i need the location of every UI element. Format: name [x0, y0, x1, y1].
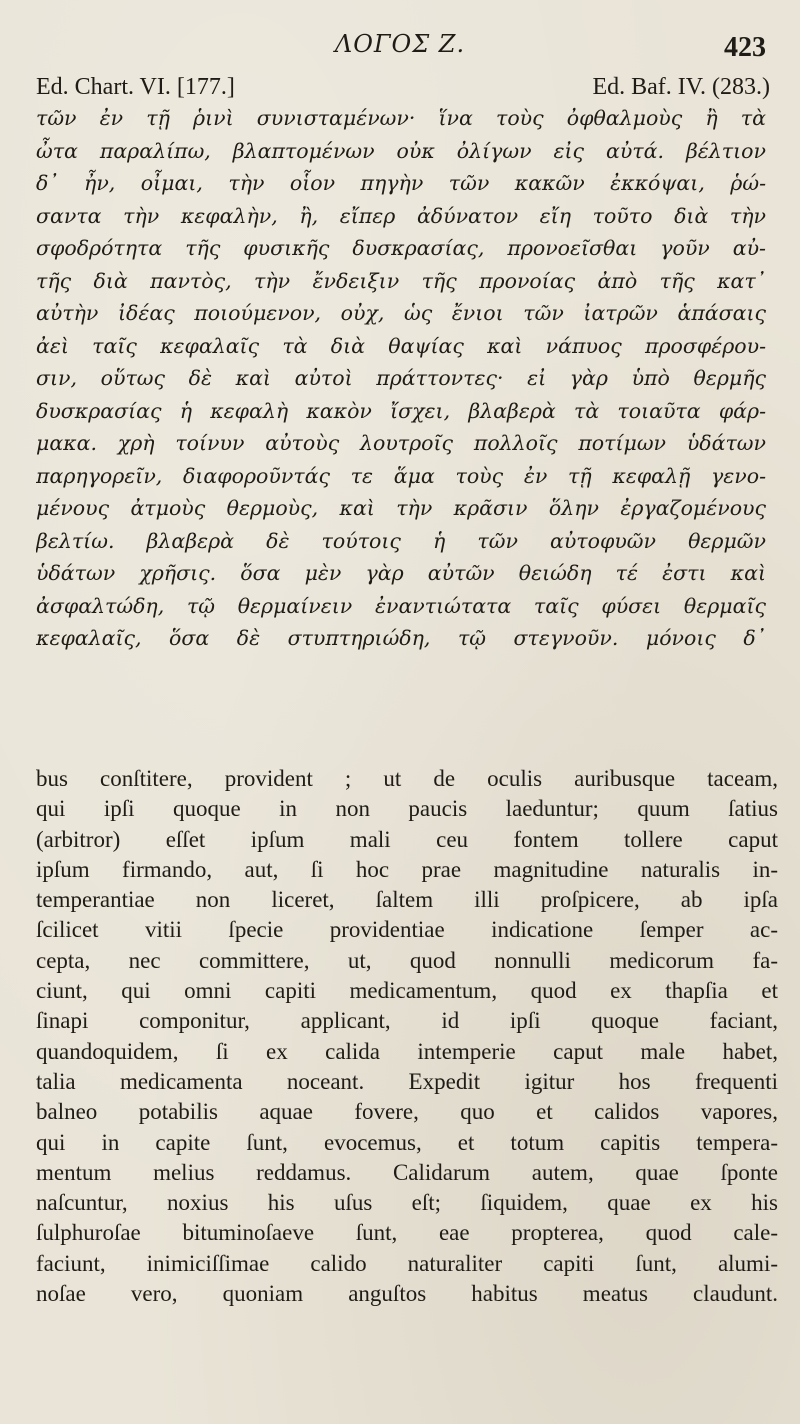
edition-basel-reference: Ed. Baf. IV. (283.)	[592, 74, 770, 100]
latin-line: temperantiae non liceret, ſaltem illi proſpicere, ab ipſa	[36, 887, 778, 913]
greek-line: τῶν ἐν τῇ ῥινὶ συνισταμένων· ἵνα τοὺς ὀφθαλμοὺς ἢ τὰ	[36, 106, 766, 130]
latin-line: ipſum firmando, aut, ſi hoc prae magnitudine naturalis in-	[36, 856, 778, 882]
greek-line: δ᾽ ἦν, οἶμαι, τὴν οἷον πηγὴν τῶν κακῶν ἐκκόψαι, ῥώ-	[36, 171, 766, 195]
latin-line: ſinapi componitur, applicant, id ipſi quoque faciant,	[36, 1008, 778, 1034]
latin-line: bus conſtitere, provident ; ut de oculis auribusque taceam,	[36, 766, 778, 791]
edition-chartier-reference: Ed. Chart. VI. [177.]	[36, 74, 235, 100]
latin-line: qui in capite ſunt, evocemus, et totum capitis tempera-	[36, 1129, 778, 1155]
greek-line: βελτίω. βλαβερὰ δὲ τούτοις ἡ τῶν αὐτοφυῶν θερμῶν	[36, 528, 766, 553]
latin-line: ſcilicet vitii ſpecie providentiae indicatione ſemper ac-	[36, 917, 778, 943]
latin-line: mentum melius reddamus. Calidarum autem, quae ſponte	[36, 1159, 778, 1185]
latin-line: qui ipſi quoque in non paucis laeduntur; quum ſatius	[36, 796, 778, 822]
latin-line: talia medicamenta noceant. Expedit igitur hos frequenti	[36, 1068, 778, 1094]
edition-reference-line	[36, 74, 770, 104]
greek-line: σιν, οὕτως δὲ καὶ αὐτοὶ πράττοντες· εἰ γὰρ ὑπὸ θερμῆς	[36, 366, 766, 390]
greek-line: ἀσφαλτώδη, τῷ θερμαίνειν ἐναντιώτατα ταῖς φύσει θερμαῖς	[36, 593, 766, 618]
greek-line: μακα. χρὴ τοίνυν αὐτοὺς λουτροῖς πολλοῖς ποτίμων ὑδάτων	[36, 431, 766, 455]
latin-line: quandoquidem, ſi ex calida intemperie caput male habet,	[36, 1038, 778, 1064]
latin-line: cepta, nec committere, ut, quod nonnulli medicorum fa-	[36, 947, 778, 973]
running-head	[0, 30, 800, 62]
greek-line: κεφαλαῖς, ὅσα δὲ στυπτηριώδη, τῷ στεγνοῦν. μόνοις δ᾽	[36, 626, 766, 650]
latin-line: faciunt, inimiciſſimae calido naturaliter capiti ſunt, alumi-	[36, 1250, 778, 1276]
latin-line: ciunt, qui omni capiti medicamentum, quod ex thapſia et	[36, 978, 778, 1004]
greek-line: ὦτα παραλίπω, βλαπτομένων οὐκ ὀλίγων εἰς αὐτά. βέλτιον	[36, 138, 766, 163]
greek-line: δυσκρασίας ἡ κεφαλὴ κακὸν ἴσχει, βλαβερὰ τὰ τοιαῦτα φάρ-	[36, 398, 766, 423]
latin-text-block	[36, 764, 778, 1309]
latin-line: noſae vero, quoniam anguſtos habitus meatus claudunt.	[36, 1281, 778, 1307]
greek-line: μένους ἀτμοὺς θερμοὺς, καὶ τὴν κρᾶσιν ὅλην ἐργαζομένους	[36, 496, 766, 520]
greek-line: ὑδάτων χρῆσις. ὅσα μὲν γὰρ αὐτῶν θειώδη τέ ἐστι καὶ	[36, 561, 766, 585]
greek-line: αὐτὴν ἰδέας ποιούμενον, οὐχ, ὡς ἔνιοι τῶν ἰατρῶν ἁπάσαις	[36, 301, 766, 325]
greek-line: ἀεὶ ταῖς κεφαλαῖς τὰ διὰ θαψίας καὶ νάπυος προσφέρου-	[36, 333, 766, 358]
greek-line: σφοδρότητα τῆς φυσικῆς δυσκρασίας, προνοεῖσθαι γοῦν αὐ-	[36, 236, 766, 260]
greek-line: τῆς διὰ παντὸς, τὴν ἔνδειξιν τῆς προνοίας ἀπὸ τῆς κατ᾽	[36, 268, 766, 293]
greek-line: παρηγορεῖν, διαφοροῦντάς τε ἅμα τοὺς ἐν τῇ κεφαλῇ γενο-	[36, 463, 766, 488]
page-number: 423	[724, 32, 766, 63]
greek-text-block	[36, 102, 766, 655]
greek-line: σαντα τὴν κεφαλὴν, ἢ, εἴπερ ἀδύνατον εἴη τοῦτο διὰ τὴν	[36, 203, 766, 228]
running-title: ΛΟΓΟΣ Ζ.	[334, 30, 466, 58]
latin-line: balneo potabilis aquae fovere, quo et calidos vapores,	[36, 1099, 778, 1125]
latin-line: naſcuntur, noxius his uſus eſt; ſiquidem, quae ex his	[36, 1190, 778, 1216]
latin-line: ſulphuroſae bituminoſaeve ſunt, eae propterea, quod cale-	[36, 1220, 778, 1246]
latin-line: (arbitror) eſſet ipſum mali ceu fontem tollere caput	[36, 826, 778, 852]
